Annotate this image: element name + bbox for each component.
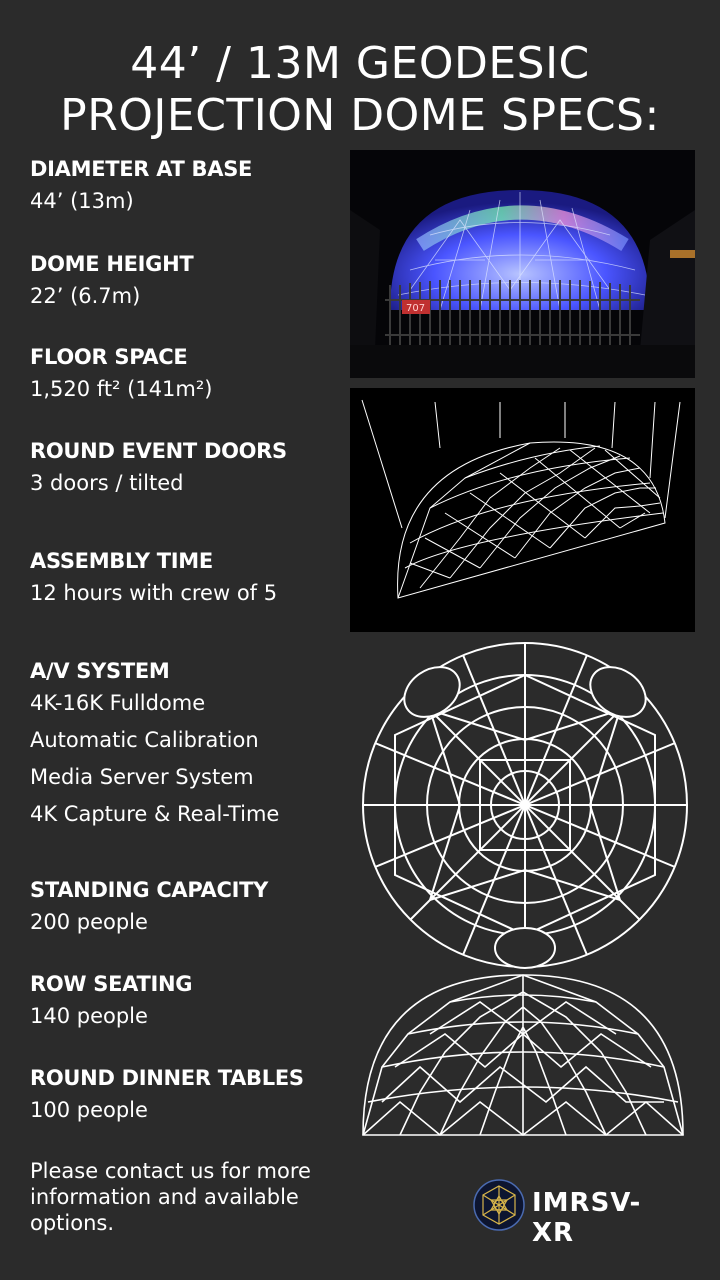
spec-label: FLOOR SPACE [30,345,188,369]
contact-line: information and available [30,1185,299,1209]
dome-photo-image [350,150,695,378]
spec-diameter [30,155,252,220]
spec-label: DIAMETER AT BASE [30,157,253,181]
spec-av-system [30,657,279,833]
spec-label: ROW SEATING [30,972,193,996]
contact-line: options. [30,1211,115,1235]
spec-label: STANDING CAPACITY [30,878,269,902]
spec-height [30,250,193,315]
photo-sign-text: 707 [406,303,426,314]
metatron-cube-icon [472,1178,526,1232]
spec-value: 12 hours with crew of 5 [30,581,278,605]
contact-line: Please contact us for more [30,1159,311,1183]
page-title [0,38,720,142]
spec-value: 140 people [30,1004,148,1028]
spec-standing [30,876,268,941]
imrsv-xr-logo [472,1178,672,1248]
spec-assembly [30,547,277,612]
spec-value: 22’ (6.7m) [30,284,141,308]
spec-doors [30,437,287,502]
spec-label: ASSEMBLY TIME [30,549,213,573]
spec-floor-space [30,343,213,408]
plan-view-diagram [360,640,690,970]
spec-dinner-tables [30,1064,304,1129]
contact-note [30,1158,370,1236]
dome-photo [350,150,695,378]
spec-value: 4K Capture & Real-Time [30,802,280,826]
spec-value: 100 people [30,1098,148,1122]
spec-label: DOME HEIGHT [30,252,194,276]
elevation-diagram [360,972,686,1138]
spec-value: 1,520 ft² (141m²) [30,377,213,401]
spec-value: 200 people [30,910,148,934]
title-line-1: 44’ / 13M GEODESIC [130,38,590,89]
spec-label: A/V SYSTEM [30,659,170,683]
title-line-2: PROJECTION DOME SPECS: [60,90,660,141]
tilted-dome-diagram [350,388,695,632]
dome-elevation-view [360,972,686,1138]
spec-value: Automatic Calibration [30,728,259,752]
brand-name: IMRSV-XR [532,1188,642,1248]
spec-value: Media Server System [30,765,254,789]
spec-label: ROUND DINNER TABLES [30,1066,304,1090]
dome-wireframe-tilted [350,388,695,632]
spec-value: 3 doors / tilted [30,471,184,495]
spec-row-seating [30,970,192,1035]
spec-value: 4K-16K Fulldome [30,691,206,715]
dome-plan-view [360,640,690,970]
spec-value: 44’ (13m) [30,189,134,213]
spec-label: ROUND EVENT DOORS [30,439,287,463]
